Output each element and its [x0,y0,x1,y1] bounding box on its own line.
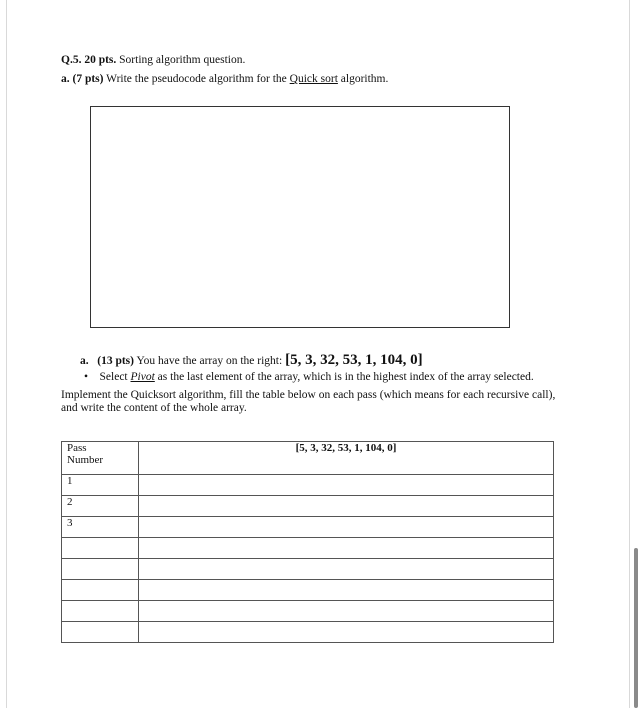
part-a-text-after: algorithm. [340,73,389,85]
part-a-points: (7 pts) [72,73,104,85]
bullet-pivot: Pivot [130,371,155,383]
array-content-cell[interactable] [139,475,554,496]
implement-line-1: Implement the Quicksort algorithm, fill the table below on each pass (which means for each recursive call), [61,389,556,401]
array-content-cell[interactable] [139,559,554,580]
table-row [62,496,554,517]
part-b-prompt [80,353,423,368]
question-points: 20 pts. [84,54,117,66]
table-header-row [62,442,554,475]
pass-number-cell [62,538,139,559]
table-row [62,601,554,622]
table-row [62,475,554,496]
table-row [62,517,554,538]
part-a-text-before: Write the pseudocode algorithm for the [106,73,287,85]
array-content-cell[interactable] [139,517,554,538]
part-b-text: You have the array on the right: [136,355,283,367]
question-number: Q.5. [61,54,82,66]
array-content-cell[interactable] [139,496,554,517]
pass-number-cell [62,622,139,643]
header-number: Number [67,454,104,466]
question-header [61,53,245,67]
table-row [62,580,554,601]
bullet-dot-icon: • [84,371,89,383]
implement-instructions [61,389,555,415]
pass-number-cell: 1 [62,475,139,496]
pseudocode-answer-box[interactable] [90,106,510,328]
pass-number-cell [62,559,139,580]
table-row [62,538,554,559]
pass-number-cell [62,601,139,622]
header-array: [5, 3, 32, 53, 1, 104, 0] [139,442,554,475]
pass-number-cell: 3 [62,517,139,538]
part-a-prompt [61,72,388,86]
array-content-cell[interactable] [139,538,554,559]
header-pass: Pass [67,442,87,454]
bullet-text-after: as the last element of the array, which is in the highest index of the array selected. [157,371,534,383]
pass-number-cell [62,580,139,601]
table-row [62,622,554,643]
page-border-left [6,0,7,708]
part-b-label: a. [80,355,89,367]
part-a-quick-sort: Quick sort [289,73,338,85]
part-b-points: (13 pts) [97,355,134,367]
page-border-right [629,0,630,708]
table-row [62,559,554,580]
header-pass-number [62,442,139,475]
bullet-text-before: Select [99,371,128,383]
pivot-bullet [84,370,534,384]
part-b-array: [5, 3, 32, 53, 1, 104, 0] [285,352,423,368]
array-content-cell[interactable] [139,580,554,601]
scrollbar-thumb[interactable] [634,548,638,708]
question-title: Sorting algorithm question. [119,54,246,66]
passes-table [61,441,554,643]
implement-line-2: and write the content of the whole array. [61,402,247,414]
array-content-cell[interactable] [139,601,554,622]
array-content-cell[interactable] [139,622,554,643]
part-a-label: a. [61,73,70,85]
pass-number-cell: 2 [62,496,139,517]
